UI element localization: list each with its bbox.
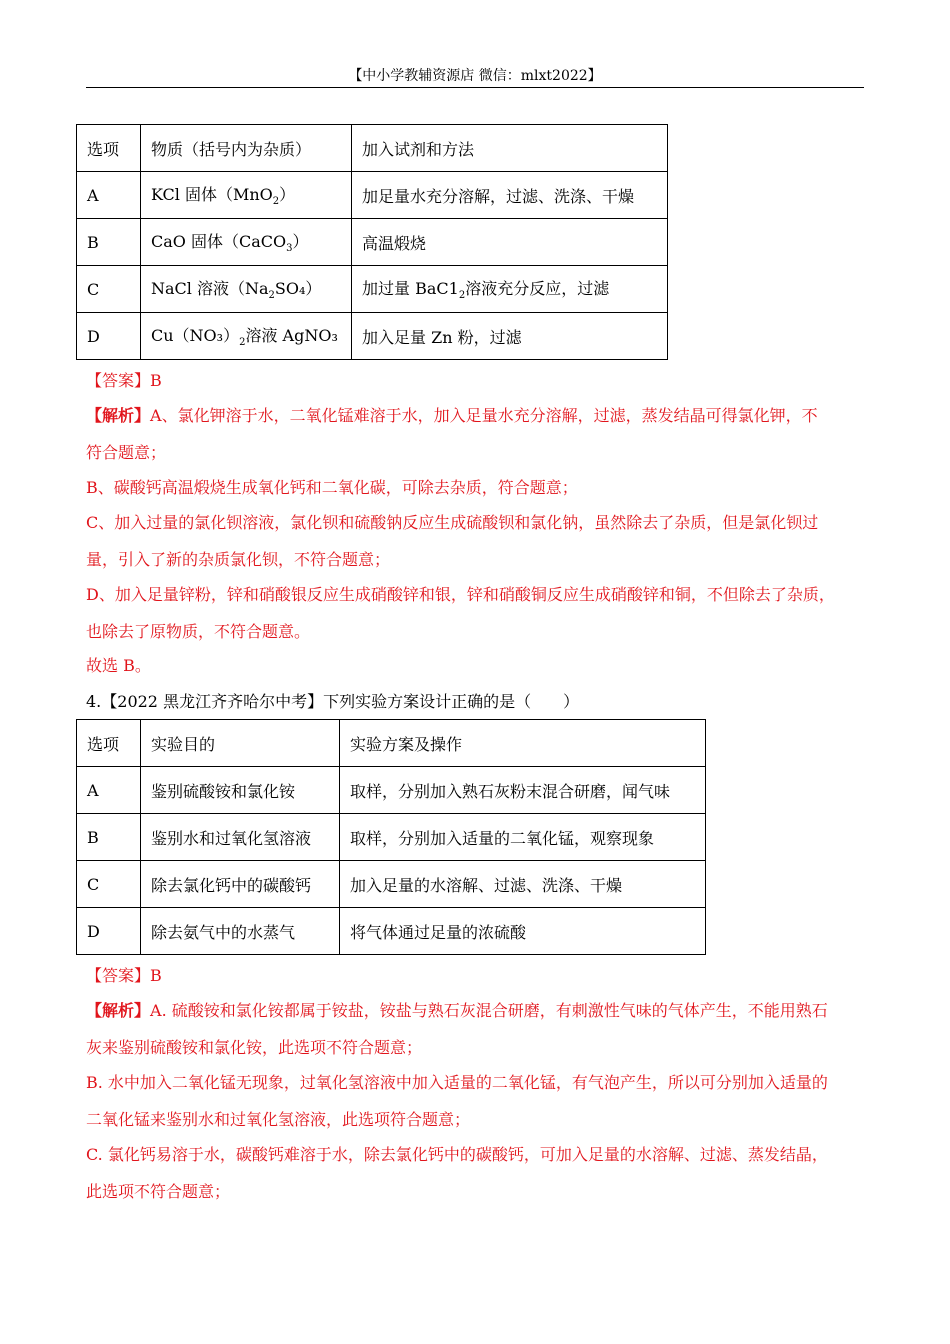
plan-cell: 取样，分别加入适量的二氧化锰，观察现象 [340,814,706,861]
table-row [77,172,668,219]
q4-analysis-line: B. 水中加入二氧化锰无现象，过氧化氢溶液中加入适量的二氧化锰，有气泡产生，所以可分别加入适量的 [86,1073,828,1092]
goal-cell: 鉴别硫酸铵和氯化铵 [141,767,340,814]
header-cell-option: 选项 [77,720,141,767]
table-row [77,313,668,360]
q3-analysis-line: 也除去了原物质，不符合题意。 [86,622,311,641]
q3-answer [86,368,162,391]
analysis-label: 【解析】 [86,406,151,425]
q3-analysis-line: 符合题意； [86,443,167,462]
q3-conclusion: 故选 B。 [86,656,151,675]
q3-analysis-line: B、碳酸钙高温煅烧生成氧化钙和二氧化碳，可除去杂质，符合题意； [86,478,578,497]
q3-analysis-line: C、加入过量的氯化钡溶液，氯化钡和硫酸钠反应生成硫酸钡和氯化钠，虽然除去了杂质，但是氯化钡过 [86,513,819,532]
method-cell: 加足量水充分溶解，过滤、洗涤、干燥 [352,172,668,219]
goal-cell: 鉴别水和过氧化氢溶液 [141,814,340,861]
q4-analysis-line: 此选项不符合题意； [86,1182,231,1201]
table-row [77,219,668,266]
q4-analysis-line: 灰来鉴别硫酸铵和氯化铵，此选项不符合题意； [86,1038,423,1057]
q4-analysis-line: 【解析】A. 硫酸铵和氯化铵都属于铵盐，铵盐与熟石灰混合研磨，有刺激性气味的气体产生，不能用熟石 [86,1001,828,1020]
method-cell: 高温煅烧 [352,219,668,266]
table-header-row [77,125,668,172]
option-cell: D [77,313,141,360]
option-cell: A [77,172,141,219]
option-cell: A [77,767,141,814]
header-cell-option: 选项 [77,125,141,172]
substance-cell: KCl 固体（MnO$_2$） [141,172,352,219]
q3-analysis-line: 量，引入了新的杂质氯化钡，不符合题意； [86,550,391,569]
option-cell: B [77,814,141,861]
header-cell-goal: 实验目的 [141,720,340,767]
table-row [77,861,706,908]
plan-cell: 加入足量的水溶解、过滤、洗涤、干燥 [340,861,706,908]
substance-cell: CaO 固体（CaCO$_3$） [141,219,352,266]
q3-analysis-line: 【解析】A、氯化钾溶于水，二氧化锰难溶于水，加入足量水充分溶解，过滤，蒸发结晶可得氯化钾，不 [86,406,818,425]
header-cell-substance: 物质（括号内为杂质） [141,125,352,172]
header-cell-plan: 实验方案及操作 [340,720,706,767]
goal-cell: 除去氨气中的水蒸气 [141,908,340,955]
method-cell: 加入足量 Zn 粉，过滤 [352,313,668,360]
analysis-label: 【解析】 [86,1001,151,1020]
q4-analysis-line: C. 氯化钙易溶于水，碳酸钙难溶于水，除去氯化钙中的碳酸钙，可加入足量的水溶解、过滤、蒸发结晶， [86,1145,828,1164]
answer-value: B [150,966,162,985]
option-cell: C [77,861,141,908]
experiment-table [76,719,706,955]
substance-cell: $Cu(NO_3)_2$溶液 AgNO₃ [141,313,352,360]
table-row [77,908,706,955]
table-row [77,266,668,313]
table-row [77,767,706,814]
purification-table [76,124,668,360]
plan-cell: 取样，分别加入熟石灰粉末混合研磨，闻气味 [340,767,706,814]
option-cell: D [77,908,141,955]
plan-cell: 将气体通过足量的浓硫酸 [340,908,706,955]
answer-value: B [150,371,162,390]
option-cell: C [77,266,141,313]
method-cell: 加过量 $BaC1_2$溶液充分反应，过滤 [352,266,668,313]
page-header: 【中小学教辅资源店 微信：mlxt2022】 [86,66,864,88]
answer-label: 【答案】 [86,966,151,985]
table-row [77,814,706,861]
option-cell: B [77,219,141,266]
substance-cell: NaCl 溶液$(Na_2SO_4)$ [141,266,352,313]
goal-cell: 除去氯化钙中的碳酸钙 [141,861,340,908]
answer-label: 【答案】 [86,371,151,390]
q4-answer [86,963,162,986]
q4-analysis-line: 二氧化锰来鉴别水和过氧化氢溶液，此选项符合题意； [86,1110,471,1129]
q3-analysis-line: D、加入足量锌粉，锌和硝酸银反应生成硝酸锌和银，锌和硝酸铜反应生成硝酸锌和铜，不但除去了杂质， [86,585,835,604]
table-header-row [77,720,706,767]
header-cell-method: 加入试剂和方法 [352,125,668,172]
q4-question: 4.【2022 黑龙江齐齐哈尔中考】下列实验方案设计正确的是（ ） [86,692,580,711]
